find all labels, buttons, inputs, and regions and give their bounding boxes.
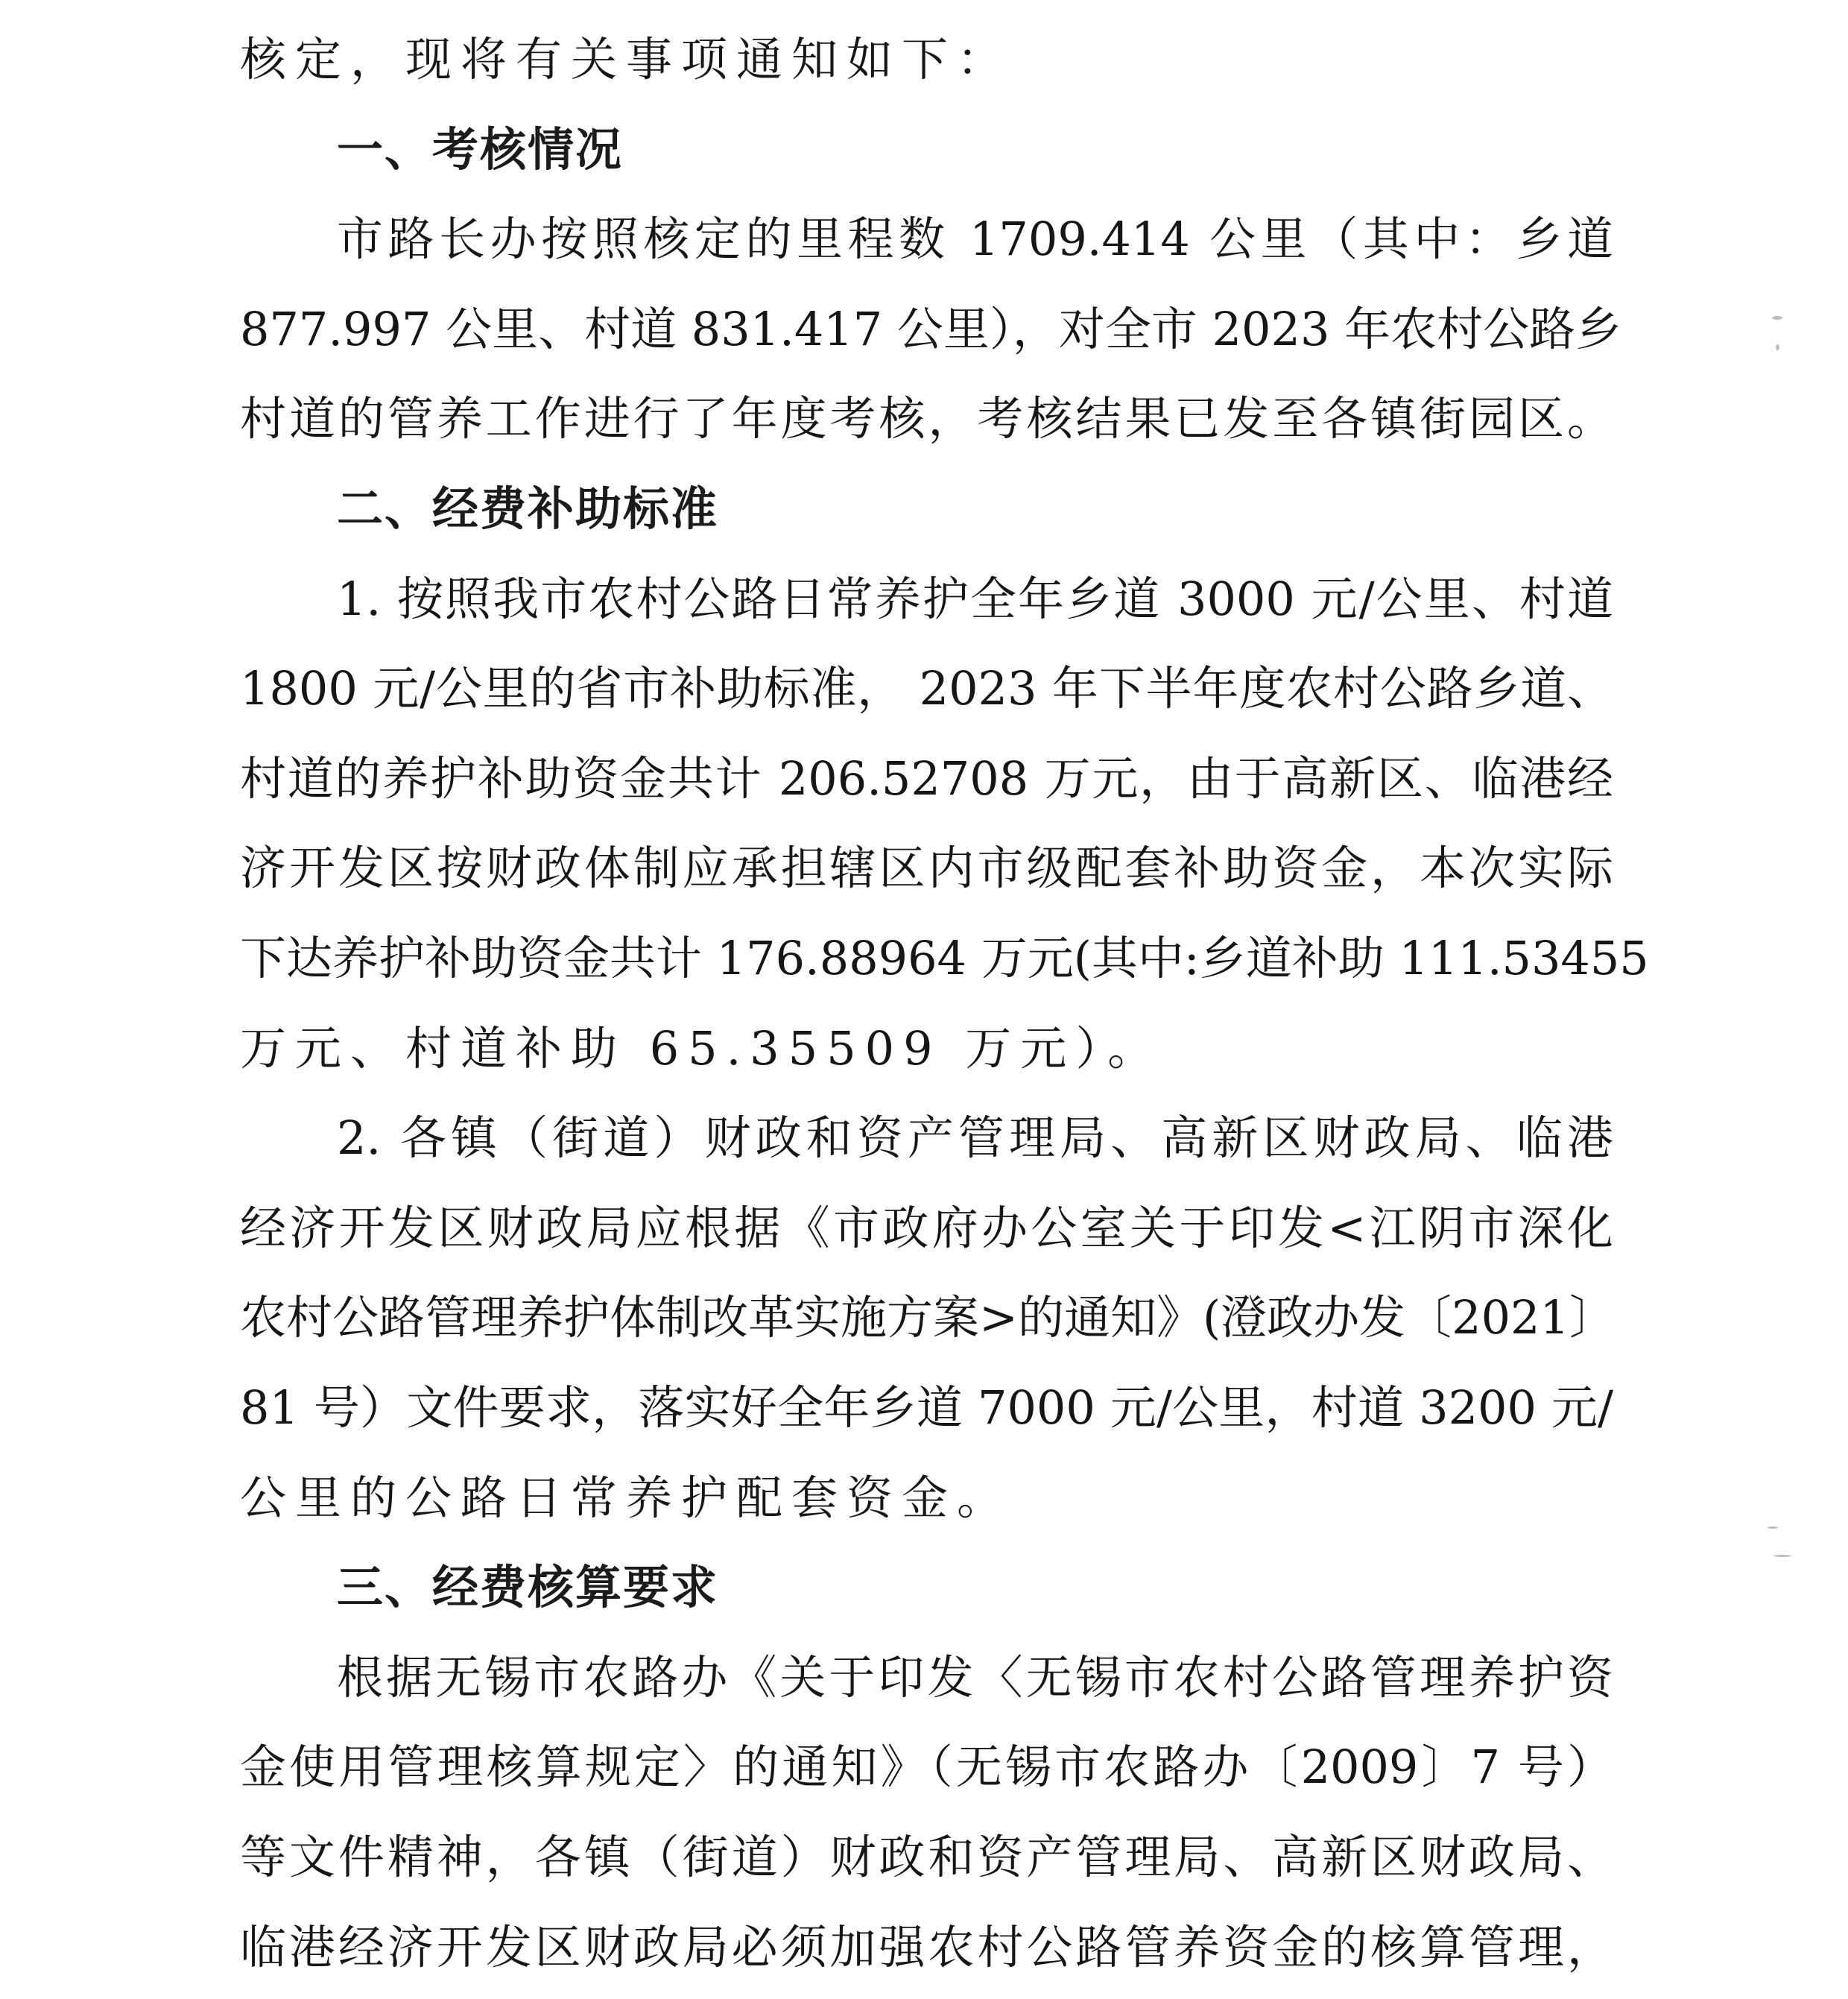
text-line-2: 市路长办按照核定的里程数 1709.414 公里（其中：乡道	[337, 212, 1613, 267]
text-line-8: 村道的养护补助资金共计 206.52708 万元，由于高新区、临港经	[240, 751, 1613, 806]
text-line-18: 根据无锡市农路办《关于印发〈无锡市农村公路管理养护资	[337, 1649, 1613, 1705]
text-line-20: 等文件精神，各镇（街道）财政和资产管理局、高新区财政局、	[240, 1830, 1613, 1884]
section-heading-1: 一、考核情况	[337, 121, 624, 177]
scan-speck	[1776, 344, 1779, 350]
text-line-16: 公里的公路日常养护配套资金。	[240, 1470, 1013, 1525]
text-line-6: 1. 按照我市农村公路日常养护全年乡道 3000 元/公里、村道	[337, 571, 1613, 626]
text-line-7: 1800 元/公里的省市补助标准， 2023 年下半年度农村公路乡道、	[240, 661, 1613, 716]
text-line-11: 万元、村道补助 65.35509 万元）。	[240, 1020, 1163, 1076]
text-line-3: 877.997 公里、村道 831.417 公里），对全市 2023 年农村公路乡	[240, 301, 1622, 356]
scan-speck	[1773, 1555, 1791, 1557]
text-line-4: 村道的管养工作进行了年度考核，考核结果已发至各镇街园区。	[240, 391, 1613, 446]
text-line-10: 下达养护补助资金共计 176.88964 万元(其中:乡道补助 111.53455	[240, 931, 1649, 985]
section-heading-2: 二、经费补助标准	[337, 481, 719, 536]
scan-speck	[1768, 1526, 1778, 1529]
text-line-15: 81 号）文件要求，落实好全年乡道 7000 元/公里，村道 3200 元/	[240, 1380, 1613, 1435]
text-line-12: 2. 各镇（街道）财政和资产管理局、高新区财政局、临港	[337, 1111, 1613, 1166]
text-line-19: 金使用管理核算规定〉的通知》（无锡市农路办〔2009〕7 号）	[240, 1740, 1613, 1795]
scan-speck	[1772, 316, 1782, 320]
text-line-13: 经济开发区财政局应根据《市政府办公室关于印发<江阴市深化	[240, 1200, 1613, 1255]
section-heading-3: 三、经费核算要求	[337, 1560, 719, 1615]
text-line-14: 农村公路管理养护体制改革实施方案>的通知》(澄政办发〔2021〕	[240, 1290, 1616, 1345]
text-line-21: 临港经济开发区财政局必须加强农村公路管养资金的核算管理，	[240, 1919, 1613, 1974]
text-line-9: 济开发区按财政体制应承担辖区内市级配套补助资金，本次实际	[240, 841, 1613, 896]
text-line-0: 核定，现将有关事项通知如下：	[240, 32, 1013, 86]
